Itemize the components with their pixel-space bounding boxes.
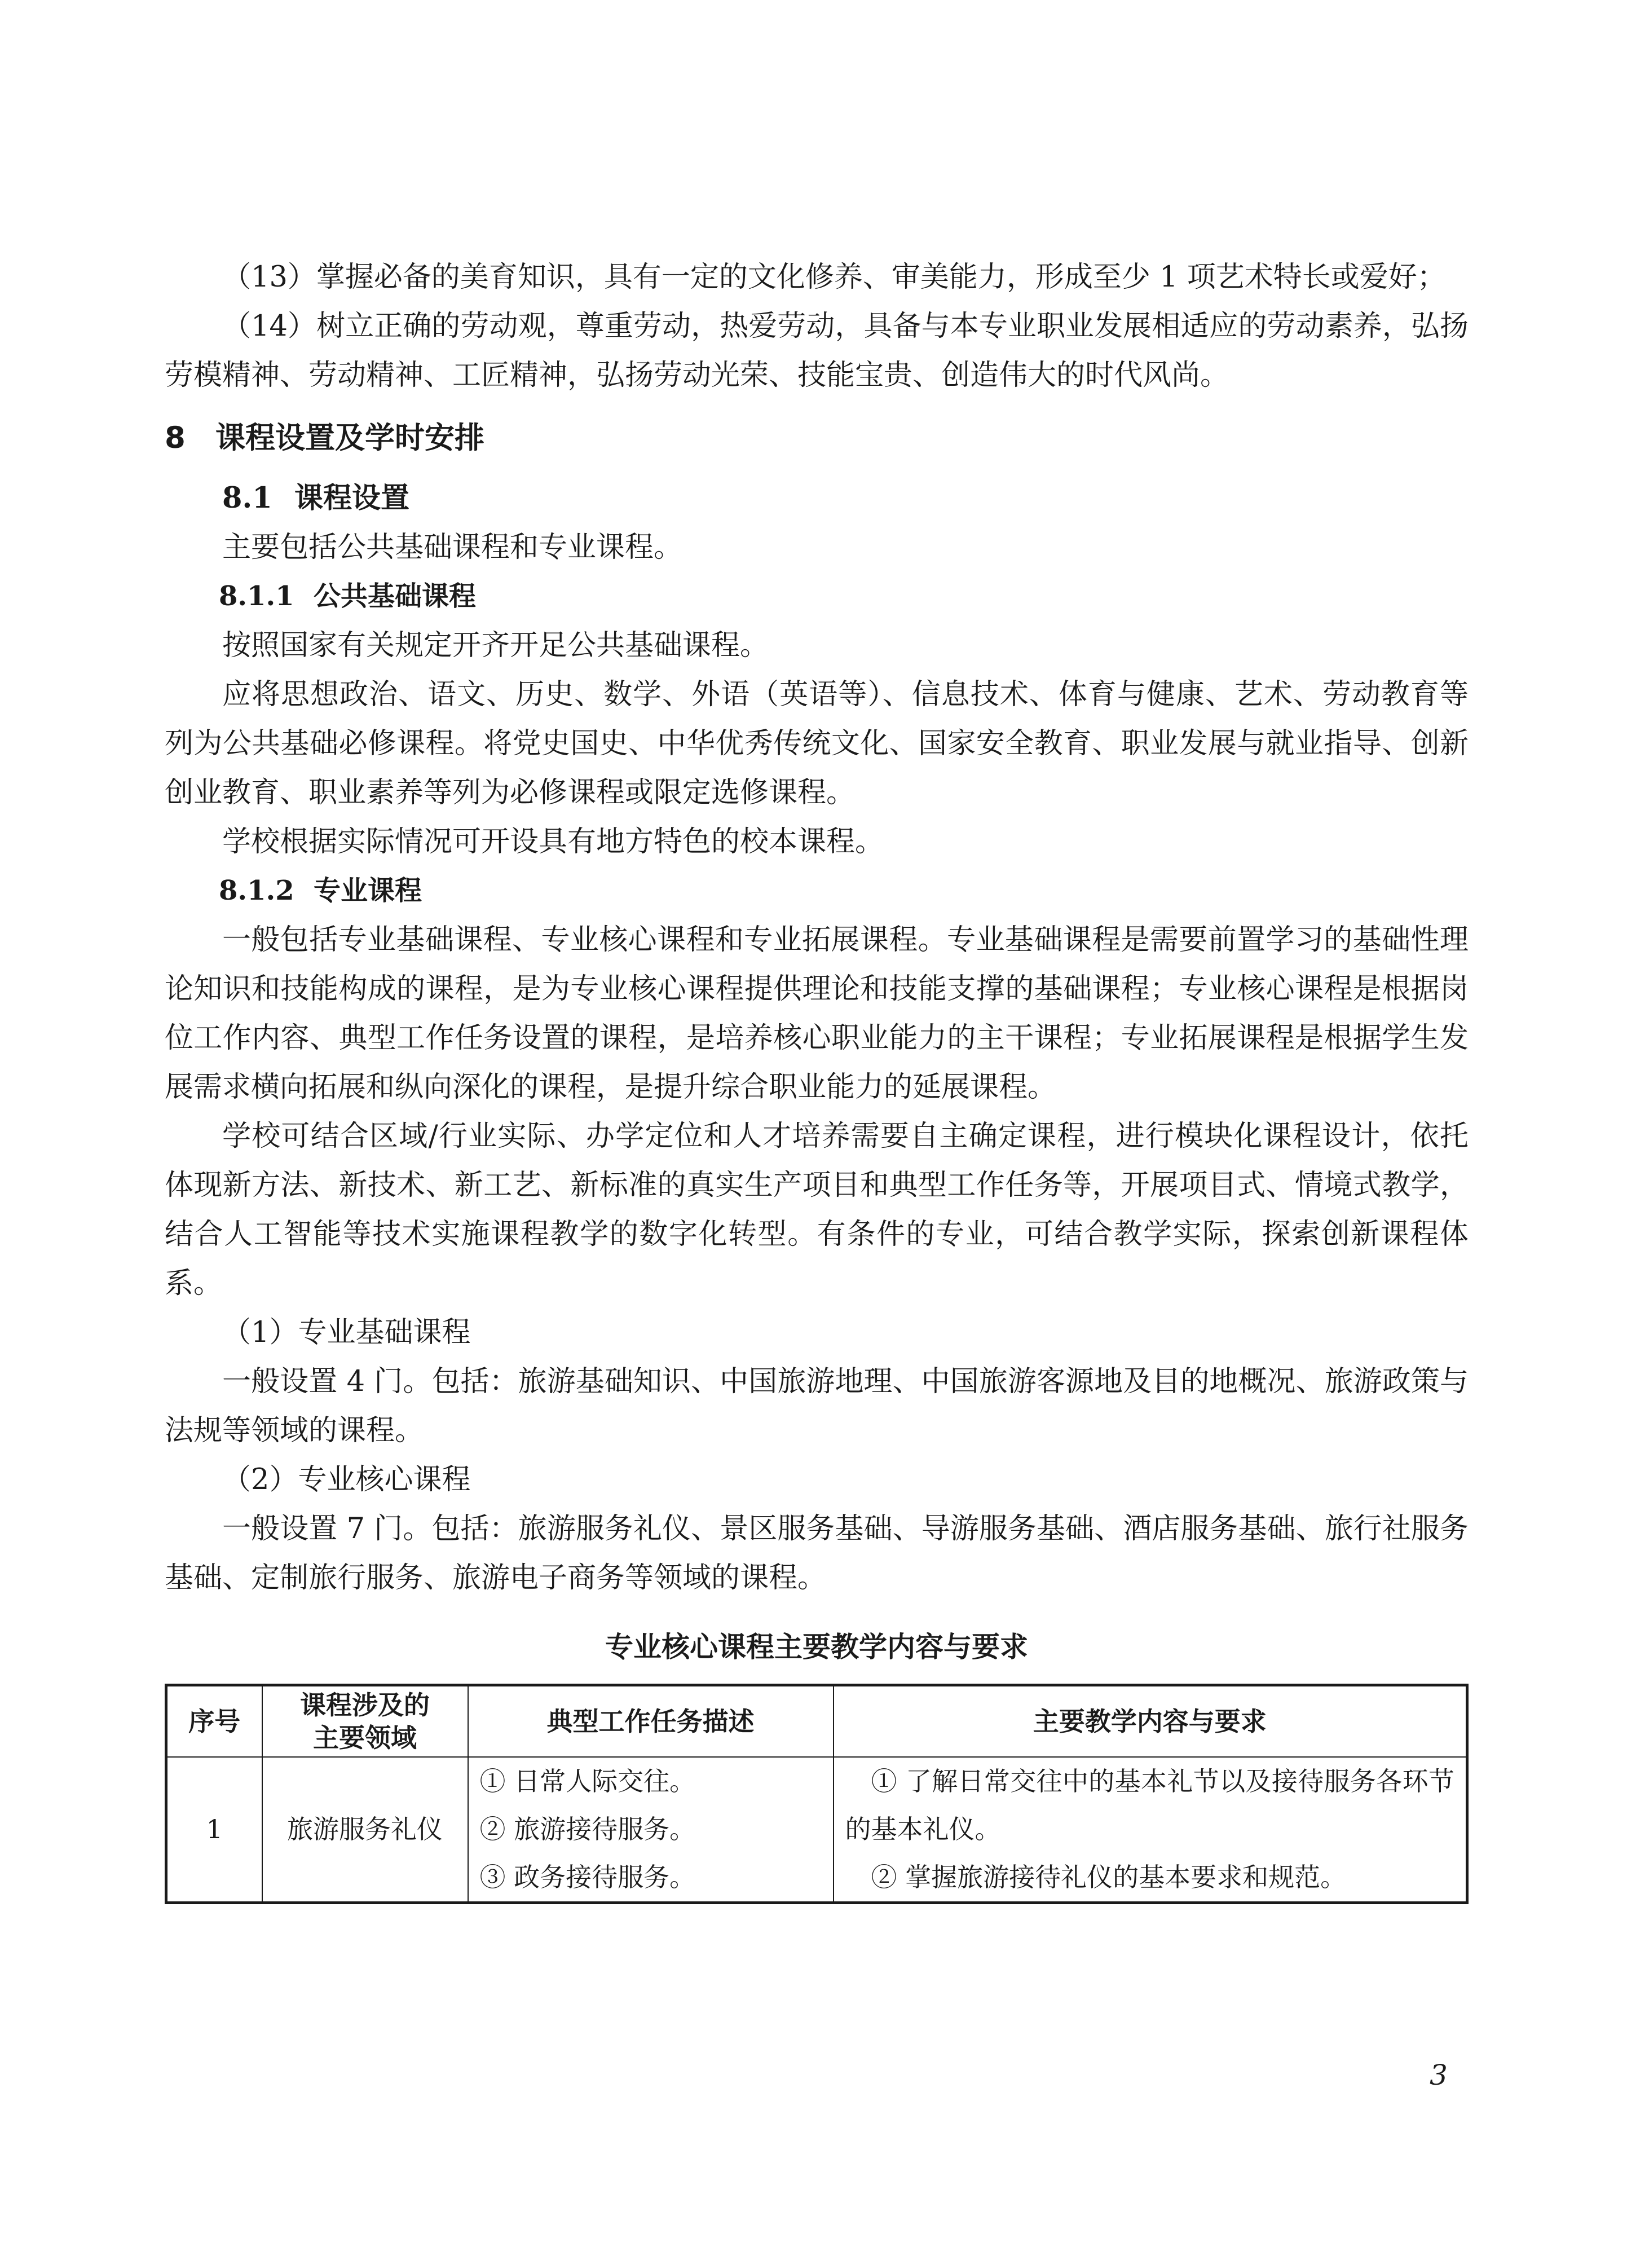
subsection-number: 8.1.2 xyxy=(219,875,294,906)
paragraph: 按照国家有关规定开齐开足公共基础课程。 xyxy=(222,629,769,662)
table-title: 专业核心课程主要教学内容与要求 xyxy=(605,1631,1028,1663)
list-heading-core-courses: （2）专业核心课程 xyxy=(222,1463,471,1496)
column-header-content: 主要教学内容与要求 xyxy=(834,1685,1467,1758)
content-item: ① 了解日常交往中的基本礼节以及接待服务各环节的基本礼仪。 xyxy=(845,1766,1454,1844)
column-header-area-line: 课程涉及的 xyxy=(300,1690,430,1720)
section-heading xyxy=(165,474,1469,523)
section-intro: 主要包括公共基础课程和专业课程。 xyxy=(222,531,683,564)
core-course-table xyxy=(165,1684,1469,1904)
paragraph: 一般设置 4 门。包括：旅游基础知识、中国旅游地理、中国旅游客源地及目的地概况、旅游政策与法规等领域的课程。 xyxy=(165,1365,1469,1447)
cell-content xyxy=(834,1757,1467,1903)
section-number: 8.1 xyxy=(222,481,272,515)
list-heading-basic-courses: （1）专业基础课程 xyxy=(222,1316,471,1349)
page-number: 3 xyxy=(1430,2059,1448,2091)
column-header-tasks: 典型工作任务描述 xyxy=(468,1685,834,1758)
paragraph: 学校可结合区域/行业实际、办学定位和人才培养需要自主确定课程，进行模块化课程设计，依托体现新方法、新技术、新工艺、新标准的真实生产项目和典型工作任务等，开展项目式、情境式教学，结合人工智能等技术实施课程教学的数字化转型。有条件的专业，可结合教学实际，探索创新课程体系。 xyxy=(165,1120,1469,1300)
chapter-title: 课程设置及学时安排 xyxy=(215,421,484,455)
cell-area: 旅游服务礼仪 xyxy=(262,1757,468,1903)
subsection-title: 公共基础课程 xyxy=(314,580,477,612)
column-header-area xyxy=(262,1685,468,1758)
task-item: ③ 政务接待服务。 xyxy=(479,1862,696,1892)
subsection-number: 8.1.1 xyxy=(219,580,294,612)
subsection-heading-public xyxy=(165,572,1469,621)
chapter-heading xyxy=(165,413,1469,463)
paragraph: 一般包括专业基础课程、专业核心课程和专业拓展课程。专业基础课程是需要前置学习的基础性理论知识和技能构成的课程，是为专业核心课程提供理论和技能支撑的基础课程；专业核心课程是根据岗位工作内容、典型工作任务设置的课程，是培养核心职业能力的主干课程；专业拓展课程是根据学生发展需求横向拓展和纵向深化的课程，是提升综合职业能力的延展课程。 xyxy=(165,923,1469,1104)
section-title: 课程设置 xyxy=(294,482,410,515)
content-item: ② 掌握旅游接待礼仪的基本要求和规范。 xyxy=(871,1862,1347,1892)
document-page xyxy=(165,253,1469,1904)
chapter-number: 8 xyxy=(165,421,186,455)
cell-tasks xyxy=(468,1757,834,1903)
column-header-seq: 序号 xyxy=(166,1685,262,1758)
paragraph: 一般设置 7 门。包括：旅游服务礼仪、景区服务基础、导游服务基础、酒店服务基础、旅行社服务基础、定制旅行服务、旅游电子商务等领域的课程。 xyxy=(165,1512,1469,1595)
paragraph-item-13: （13）掌握必备的美育知识，具有一定的文化修养、审美能力，形成至少 1 项艺术特长或爱好； xyxy=(222,261,1446,294)
column-header-area-line: 主要领域 xyxy=(313,1723,417,1753)
cell-seq: 1 xyxy=(166,1757,262,1903)
paragraph-item-14: （14）树立正确的劳动观，尊重劳动，热爱劳动，具备与本专业职业发展相适应的劳动素养，弘扬劳模精神、劳动精神、工匠精神，弘扬劳动光荣、技能宝贵、创造伟大的时代风尚。 xyxy=(165,310,1469,392)
subsection-title: 专业课程 xyxy=(314,875,422,906)
paragraph: 应将思想政治、语文、历史、数学、外语（英语等）、信息技术、体育与健康、艺术、劳动教育等列为公共基础必修课程。将党史国史、中华优秀传统文化、国家安全教育、职业发展与就业指导、创新创业教育、职业素养等列为必修课程或限定选修课程。 xyxy=(165,678,1469,809)
table-row xyxy=(166,1757,1467,1903)
task-item: ② 旅游接待服务。 xyxy=(479,1814,696,1844)
subsection-heading-professional xyxy=(165,866,1469,915)
task-item: ① 日常人际交往。 xyxy=(479,1766,696,1796)
paragraph: 学校根据实际情况可开设具有地方特色的校本课程。 xyxy=(222,825,884,858)
table-header-row xyxy=(166,1685,1467,1758)
